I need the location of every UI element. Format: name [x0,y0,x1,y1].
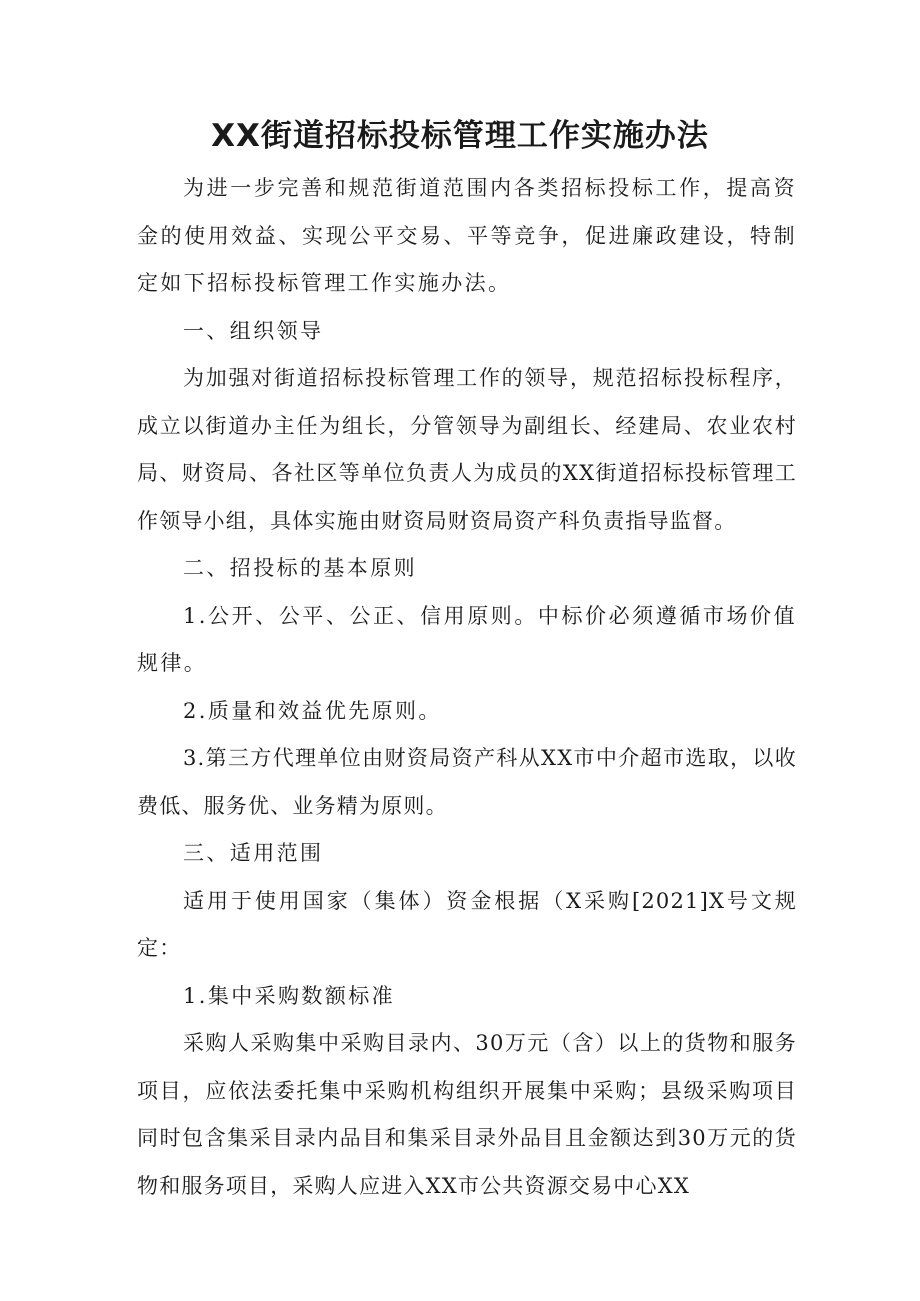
intro-paragraph: 为进一步完善和规范街道范围内各类招标投标工作，提高资金的使用效益、实现公平交易、平等竞争，促进廉政建设，特制定如下招标投标管理工作实施办法。 [137,176,797,295]
principle-item-3: 3.第三方代理单位由财资局资产科从XX市中介超市选取，以收费低、服务优、业务精为原则。 [137,746,797,818]
scope-paragraph: 适用于使用国家（集体）资金根据（X采购[2021]X号文规定： [137,888,797,960]
organization-paragraph: 为加强对街道招标投标管理工作的领导，规范招标投标程序，成立以街道办主任为组长，分管领导为副组长、经建局、农业农村局、财资局、各社区等单位负责人为成员的XX街道招标投标管理工作领导小组，具体实施由财资局财资局资产科负责指导监督。 [137,366,797,533]
scope-item-1: 1.集中采购数额标准 [183,983,396,1008]
section-heading-principles: 二、招投标的基本原则 [183,556,417,580]
document-body [137,165,797,1210]
principle-item-2: 2.质量和效益优先原则。 [183,698,442,723]
principle-item-1: 1.公开、公平、公正、信用原则。中标价必须遵循市场价值规律。 [137,603,797,675]
document-title: XX街道招标投标管理工作实施办法 [211,118,709,154]
procurement-paragraph: 采购人采购集中采购目录内、30万元（含）以上的货物和服务项目，应依法委托集中采购机构组织开展集中采购；县级采购项目同时包含集采目录内品目和集采目录外品目且金额达到30万元的货物和服务项目，采购人应进入XX市公共资源交易中心XX [137,1031,797,1198]
section-heading-organization: 一、组织领导 [183,318,324,343]
section-heading-scope: 三、适用范围 [183,841,324,865]
